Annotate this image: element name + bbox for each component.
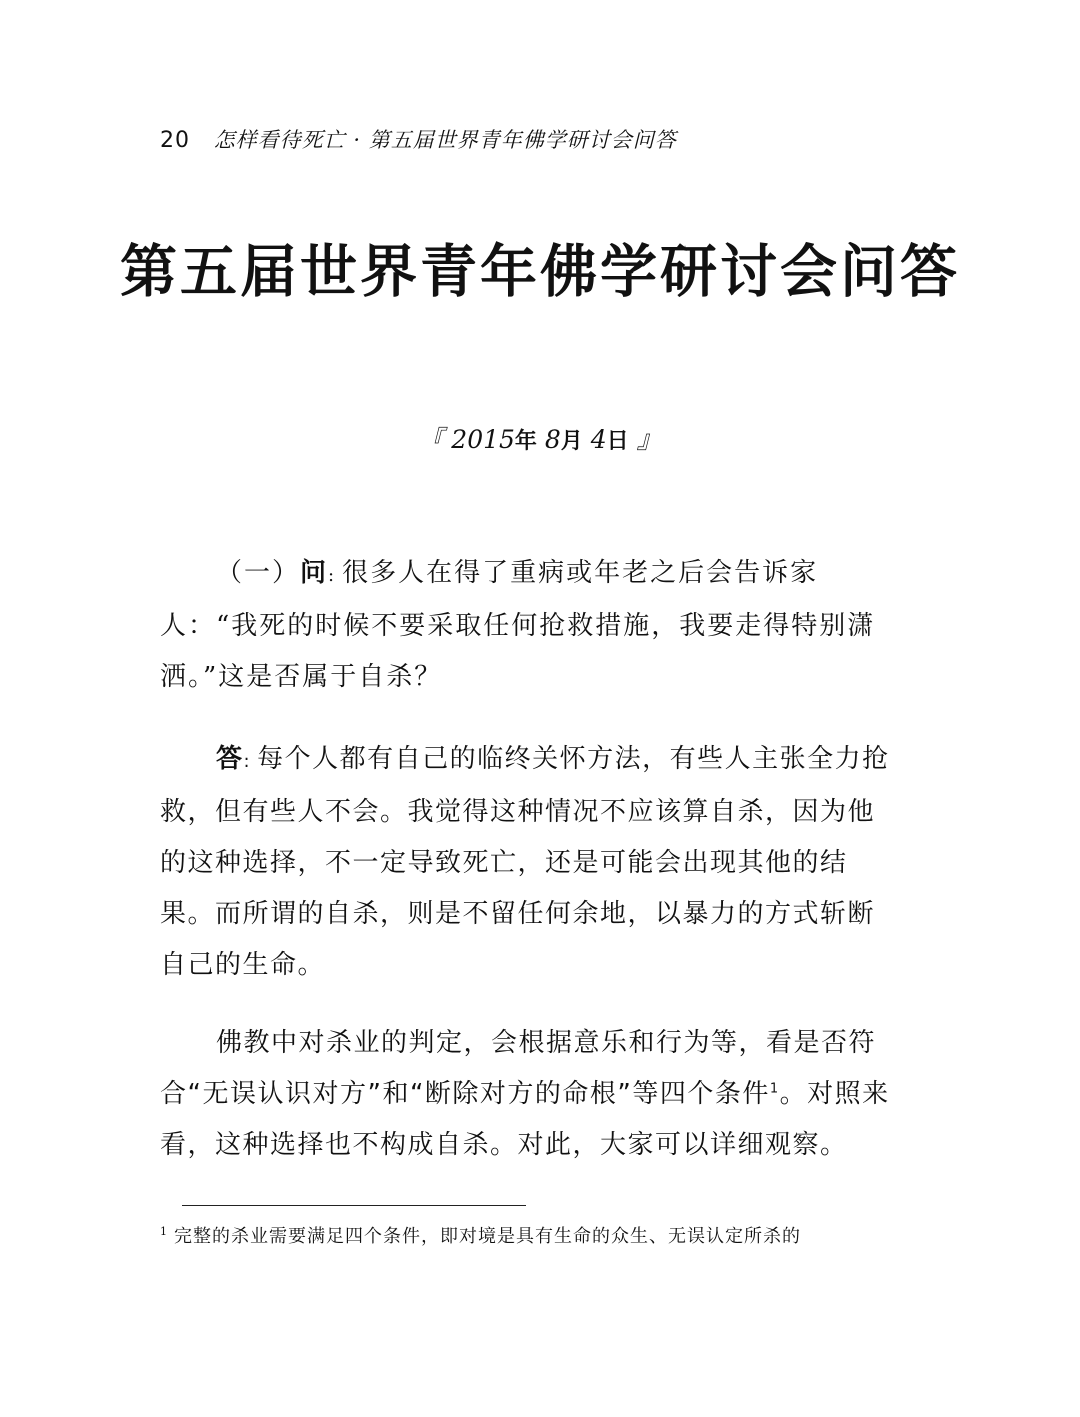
body-paragraph-2 bbox=[160, 1018, 900, 1171]
date-day-char: 日 bbox=[606, 428, 629, 454]
answer-text: 每个人都有自己的临终关怀方法，有些人主张全力抢救，但有些人不会。我觉得这种情况不应该算自杀，因为他的这种选择，不一定导致死亡，还是可能会出现其他的结果。而所谓的自杀，则是不留任何余地，以暴力的方式斩断自己的生命。 bbox=[160, 744, 890, 980]
answer-label: 答 bbox=[216, 744, 244, 774]
answer-colon: : bbox=[243, 751, 252, 772]
footnote-number: 1 bbox=[160, 1225, 168, 1238]
date-year: 2015 bbox=[451, 425, 515, 454]
date-line bbox=[0, 420, 1080, 456]
date-close-bracket: 』 bbox=[636, 425, 662, 454]
date-year-char: 年 bbox=[514, 428, 537, 454]
question-paragraph bbox=[160, 548, 900, 703]
question-text: 很多人在得了重病或年老之后会告诉家人：“我死的时候不要采取任何抢救措施，我要走得特别潇洒。”这是否属于自杀？ bbox=[160, 558, 876, 692]
question-label: 问 bbox=[300, 558, 329, 588]
question-number: （一） bbox=[216, 558, 301, 588]
footnote bbox=[160, 1222, 801, 1248]
chapter-title: 第五届世界青年佛学研讨会问答 bbox=[120, 238, 960, 305]
date-day: 4 bbox=[590, 425, 607, 454]
footnote-reference[interactable]: 1 bbox=[769, 1081, 780, 1097]
running-title: 怎样看待死亡 · 第五届世界青年佛学研讨会问答 bbox=[213, 128, 677, 152]
paragraph2-text-before: 佛教中对杀业的判定，会根据意乐和行为等，看是否符合“无误认识对方”和“断除对方的命根”等四个条件 bbox=[160, 1028, 877, 1109]
running-header bbox=[160, 124, 677, 154]
date-month: 8 bbox=[544, 425, 561, 454]
page-number: 20 bbox=[160, 128, 190, 153]
paragraph2-text-after: 。对照来看，这种选择也不构成自杀。对此，大家可以详细观察。 bbox=[160, 1079, 890, 1160]
answer-paragraph bbox=[160, 734, 900, 991]
date-open-bracket: 『 bbox=[418, 425, 444, 454]
question-colon: : bbox=[328, 565, 337, 586]
footnote-divider bbox=[182, 1205, 526, 1206]
footnote-text: 完整的杀业需要满足四个条件，即对境是具有生命的众生、无误认定所杀的 bbox=[174, 1226, 801, 1247]
date-month-char: 月 bbox=[560, 428, 583, 454]
